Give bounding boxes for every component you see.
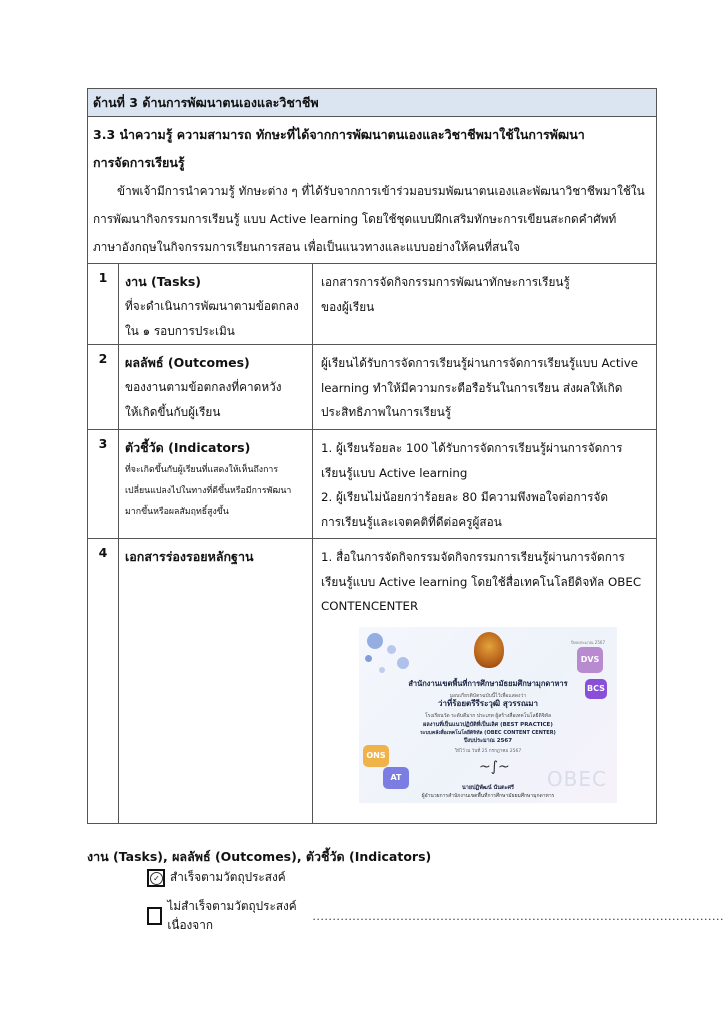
row-detail-line: ของผู้เรียน <box>321 299 375 314</box>
row-number: 3 <box>88 430 119 538</box>
row-label <box>119 345 313 429</box>
emblem-icon <box>474 632 504 668</box>
decor-bubble <box>397 657 409 669</box>
row-label-desc: ใน ๑ รอบการประเมิน <box>125 323 235 338</box>
obec-logo: OBEC <box>546 766 607 791</box>
row-detail <box>313 264 656 344</box>
row-label-desc: มากขึ้นหรือผลสัมฤทธิ์สูงขึ้น <box>125 507 229 517</box>
reason-blank-line[interactable]: ....................................................................................................... <box>312 909 724 923</box>
row-label-desc: ที่จะเกิดขึ้นกับผู้เรียนที่แสดงให้เห็นถึงการ <box>125 465 279 475</box>
option-success[interactable] <box>147 868 286 887</box>
intro-paragraph-line3: ภาษาอังกฤษในกิจกรรมการเรียนการสอน เพื่อเป็นแนวทางและแบบอย่างให้คนที่สนใจ <box>93 240 521 254</box>
row-label-title: ผลลัพธ์ (Outcomes) <box>125 355 250 370</box>
table-row-tasks <box>88 264 656 345</box>
row-label <box>119 539 313 823</box>
row-number: 4 <box>88 539 119 823</box>
row-label-desc: ที่จะดำเนินการพัฒนาตามข้อตกลง <box>125 299 299 313</box>
decor-bubble <box>367 633 383 649</box>
option-success-label: สำเร็จตามวัตถุประสงค์ <box>170 870 286 884</box>
row-label-title: เอกสารร่องรอยหลักฐาน <box>125 549 254 564</box>
certificate-small-line: มอบเกียรติบัตรฉบับนี้ไว้เพื่อแสดงว่า <box>449 692 527 699</box>
signature-icon: ~∫~ <box>479 758 510 775</box>
tile-icon: ONS <box>363 745 389 767</box>
row-detail-line: 2. ผู้เรียนไม่น้อยกว่าร้อยละ 80 มีความพึงพอใจต่อการจัด <box>321 490 609 504</box>
row-label-desc: เปลี่ยนแปลงไปในทางที่ดีขึ้นหรือมีการพัฒนา <box>125 486 292 496</box>
row-detail-line: เอกสารการจัดกิจกรรมการพัฒนาทักษะการเรียนรู้ <box>321 275 570 289</box>
row-detail-line: ประสิทธิภาพในการเรียนรู้ <box>321 405 452 419</box>
row-label-desc: ให้เกิดขึ้นกับผู้เรียน <box>125 404 221 419</box>
certificate-given-line: ให้ไว้ ณ วันที่ 25 กรกฎาคม 2567 <box>454 748 522 754</box>
row-detail <box>313 539 656 823</box>
tile-icon: DVS <box>577 647 603 673</box>
subsection-title-line1: 3.3 นำความรู้ ความสามารถ ทักษะที่ได้จากการพัฒนาตนเองและวิชาชีพมาใช้ในการพัฒนา <box>93 127 585 142</box>
assessment-table <box>87 88 657 824</box>
row-label-title: ตัวชี้วัด (Indicators) <box>125 440 251 455</box>
row-label-desc: ของงานตามข้อตกลงที่คาดหวัง <box>125 380 282 394</box>
summary-section <box>87 847 431 867</box>
row-detail-line: CONTENCENTER <box>321 599 419 613</box>
certificate-image <box>359 627 617 803</box>
row-detail <box>313 345 656 429</box>
certificate-award-line1: ผลงานที่เป็นแนวปฏิบัติที่เป็นเลิศ (BEST PRACTICE) <box>423 721 553 728</box>
row-label <box>119 430 313 538</box>
checkbox-unchecked[interactable] <box>147 907 162 925</box>
checkbox-checked[interactable] <box>147 869 165 887</box>
intro-paragraph-line1: ข้าพเจ้ามีการนำความรู้ ทักษะต่าง ๆ ที่ได้รับจากการเข้าร่วมอบรมพัฒนาตนเองและพัฒนาวิชาชีพมาใช้ใน <box>117 184 645 198</box>
tile-icon: AT <box>383 767 409 789</box>
certificate-org: สำนักงานเขตพื้นที่การศึกษามัธยมศึกษามุกดาหาร <box>408 678 568 688</box>
row-detail-line: เรียนรู้แบบ Active learning <box>321 465 468 480</box>
certificate-signer: นายปฏิพัฒน์ นันตะศรี <box>461 784 514 791</box>
section-intro <box>88 117 656 264</box>
row-label-title: งาน (Tasks) <box>125 274 201 289</box>
row-detail-line: การเรียนรู้และเจตคติที่ดีต่อครูผู้สอน <box>321 514 502 529</box>
subsection-title-line2: การจัดการเรียนรู้ <box>93 155 185 170</box>
option-not-success-label: ไม่สำเร็จตามวัตถุประสงค์ เนื่องจาก <box>167 899 297 932</box>
row-detail-line: 1. ผู้เรียนร้อยละ 100 ได้รับการจัดการเรียนรู้ผ่านการจัดการ <box>321 441 623 455</box>
summary-title: งาน (Tasks), ผลลัพธ์ (Outcomes), ตัวชี้วัด (Indicators) <box>87 849 432 864</box>
row-number: 2 <box>88 345 119 429</box>
decor-bubble <box>365 655 372 662</box>
tile-icon: BCS <box>585 679 607 699</box>
decor-bubble <box>387 645 396 654</box>
option-not-success[interactable] <box>147 897 724 935</box>
table-row-indicators <box>88 430 656 539</box>
certificate-date-top: ปีงบประมาณ 2567 <box>571 639 605 645</box>
row-detail-line: learning ทำให้มีความกระตือรือร้นในการเรียน ส่งผลให้เกิด <box>321 380 623 395</box>
certificate-recipient-sub: โรงเรียนวัด ระดับดีมาก ประเภท ผู้สร้างสื่อเทคโนโลยีดิจิทัล <box>424 712 552 719</box>
check-icon: ✓ <box>150 872 163 885</box>
certificate-award-line3: ปีงบประมาณ 2567 <box>463 737 513 744</box>
row-label <box>119 264 313 344</box>
row-detail <box>313 430 656 538</box>
certificate-signer-title: ผู้อำนวยการสำนักงานเขตพื้นที่การศึกษามัธยมศึกษามุกดาหาร <box>421 792 555 799</box>
certificate-recipient: ว่าที่ร้อยตรีรีระวุฒิ สุวรรณมา <box>437 698 539 708</box>
section-header: ด้านที่ 3 ด้านการพัฒนาตนเองและวิชาชีพ <box>88 89 656 117</box>
row-detail-line: เรียนรู้แบบ Active learning โดยใช้สื่อเทคโนโลยีดิจทัล OBEC <box>321 574 642 589</box>
intro-paragraph-line2: การพัฒนากิจกรรมการเรียนรู้ แบบ Active learning โดยใช้ชุดแบบฝึกเสริมทักษะการเขียนสะกดคำศัพท์ <box>93 212 617 226</box>
certificate-award-line2: ระบบคลังสื่อเทคโนโลยีดิจิทัล (OBEC CONTENT CENTER) <box>420 729 556 736</box>
row-detail-line: 1. สื่อในการจัดกิจกรรมจัดกิจกรรมการเรียนรู้ผ่านการจัดการ <box>321 550 625 564</box>
table-row-outcomes <box>88 345 656 430</box>
row-number: 1 <box>88 264 119 344</box>
table-row-evidence <box>88 539 656 823</box>
row-detail-line: ผู้เรียนได้รับการจัดการเรียนรู้ผ่านการจัดการเรียนรู้แบบ Active <box>321 356 639 370</box>
